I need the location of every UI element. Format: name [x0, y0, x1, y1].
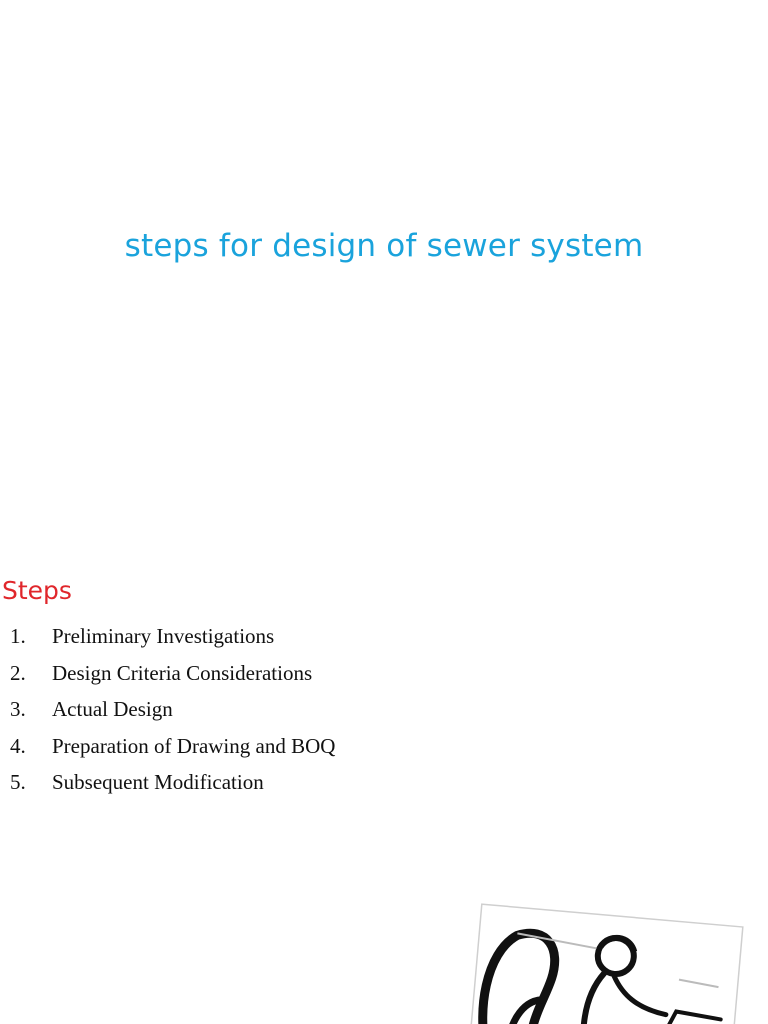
list-text: Design Criteria Considerations — [52, 660, 313, 685]
list-text: Subsequent Modification — [52, 770, 264, 794]
list-number: 2. — [10, 660, 26, 685]
list-item — [10, 618, 335, 655]
slide-title: steps for design of sewer system — [124, 228, 644, 264]
list-number: 3. — [10, 697, 26, 721]
list-item — [10, 655, 335, 692]
person-at-computer-clipart — [466, 902, 749, 1024]
list-number: 4. — [10, 733, 26, 758]
steps-list — [10, 618, 335, 801]
steps-slide — [0, 512, 768, 1024]
list-text: Preparation of Drawing and BOQ — [52, 733, 336, 758]
list-number: 5. — [10, 770, 26, 794]
list-text: Preliminary Investigations — [52, 624, 275, 648]
list-item — [10, 764, 335, 801]
list-number: 1. — [10, 624, 26, 648]
list-text: Actual Design — [52, 697, 173, 721]
list-item — [10, 691, 335, 728]
list-item — [10, 728, 335, 765]
steps-heading: Steps — [2, 576, 72, 605]
